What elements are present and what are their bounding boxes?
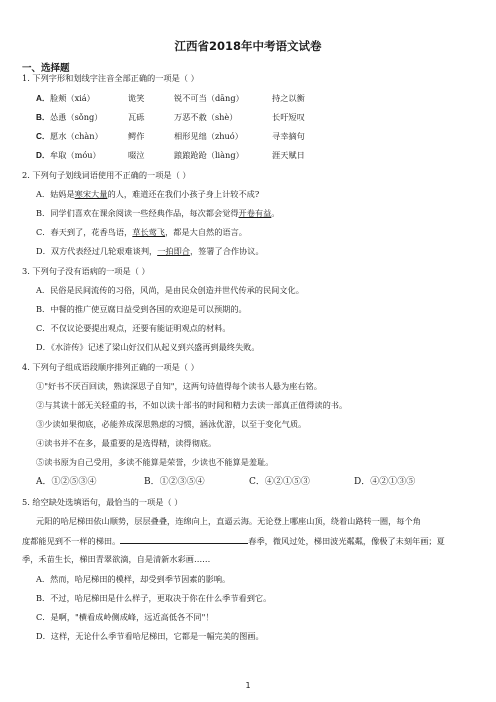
q2-option-d: D．双方代表经过几轮艰难谈判，一拍即合，签署了合作协议。 [36, 246, 264, 256]
fill-in-blank [120, 535, 248, 544]
q2-option-c: C．春天到了，花香鸟语，草长莺飞，都是大自然的语言。 [36, 227, 247, 237]
q3-option-c: C．不仅议论要提出观点，还要有能证明观点的材料。 [36, 323, 231, 333]
question-2-stem: 2. 下列句子划线词语使用不正确的一项是（ ） [22, 170, 191, 180]
section-heading: 一、选择题 [22, 63, 70, 74]
question-5-stem: 5. 给空缺处选填语句，最恰当的一项是（ ） [22, 497, 183, 507]
q5-option-a: A．然而，哈尼梯田的模样，却受到季节因素的影响。 [36, 574, 231, 584]
q4-sentence-4: ④读书并不在多，最重要的是选得精，读得彻底。 [36, 438, 217, 448]
q4-sentence-1: ①"好书不厌百回读，熟读深思子自知"，这两句诗值得每个读书人悬为座右铭。 [36, 381, 322, 391]
q5-passage-line-3: 季，禾苗生长，梯田青翠欲滴，自是清新水彩画…… [22, 554, 211, 564]
question-1-stem: 1. 下列字形和划线字注音全部正确的一项是（ ） [22, 73, 199, 83]
q4-sentence-2: ②与其读十部无关轻重的书，不如以读十部书的时间和精力去读一部真正值得读的书。 [36, 400, 348, 410]
q4-sentence-5: ⑤读书原为自己受用，多读不能算是荣誉，少读也不能算是羞耻。 [36, 457, 274, 467]
q5-option-d: D．这样，无论什么季节看哈尼梯田，它都是一幅完美的图画。 [36, 631, 264, 641]
q4-answer-b: B．①②③⑤④ [144, 477, 205, 487]
q3-option-b: B．中餐的推广使豆腐日益受到各国的欢迎是可以预期的。 [36, 304, 247, 314]
question-3-stem: 3. 下列句子没有语病的一项是（ ） [22, 266, 150, 276]
q2-option-b: B．同学们喜欢在课余阅读一些经典作品，每次都会觉得开卷有益。 [36, 208, 280, 218]
q3-option-a: A．民俗是民间流传的习俗，风尚，是由民众创造并世代传承的民间文化。 [36, 285, 304, 295]
q5-option-c: C．是啊，"横看成岭侧成峰，远近高低各不同"！ [36, 612, 214, 622]
q3-option-d: D．《水浒传》记述了梁山好汉们从起义到兴盛再到最终失败。 [36, 342, 260, 352]
q1-option-c: C．愿水（chàn） 鳄作 相形见绌（zhuó） 寻幸摘句 [36, 131, 305, 141]
q4-answers [36, 477, 415, 488]
q4-answer-c: C．④②①⑤③ [249, 477, 310, 487]
q4-sentence-3: ③少读如果彻底，必能养成深思熟虑的习惯，涵泳优游，以至于变化气质。 [36, 419, 307, 429]
page-number: 1 [245, 681, 251, 690]
q5-option-b: B．不过，哈尼梯田是什么样子，更取决于你在什么季节看到它。 [36, 593, 272, 603]
q4-answer-d: D．④②①③⑤ [354, 477, 416, 487]
q4-answer-a: A．①②⑤③④ [36, 477, 97, 487]
page-title: 江西省2018年中考语文试卷 [174, 39, 322, 53]
q2-option-a: A．姑妈是寒宋大量的人，难道还在我们小孩子身上计较不成? [36, 189, 260, 199]
q1-option-d: D．牟取（móu） 啜泣 踉踉跄跄（liàng） 涯天赋日 [36, 150, 305, 160]
q1-option-a: A．脸颊（xiá） 诡笑 锐不可当（dāng） 持之以衡 [36, 93, 305, 103]
q1-option-b: B．怂恿（sǒng） 瓦砾 万恶不赦（shè） 长吁短叹 [36, 112, 305, 122]
question-4-stem: 4. 下列句子组成语段顺序排列正确的一项是（ ） [22, 362, 199, 372]
q5-passage-line-2: 度都能见到不一样的梯田。 春季，微风过处，梯田波光粼粼，像极了未刻年画；夏 [22, 536, 445, 546]
q5-passage-line-1: 元阳的哈尼梯田依山顺势，层层叠叠，连绵向上，直逼云海。无论登上哪座山顶，绕着山路转一圈，每个角 [36, 516, 421, 526]
